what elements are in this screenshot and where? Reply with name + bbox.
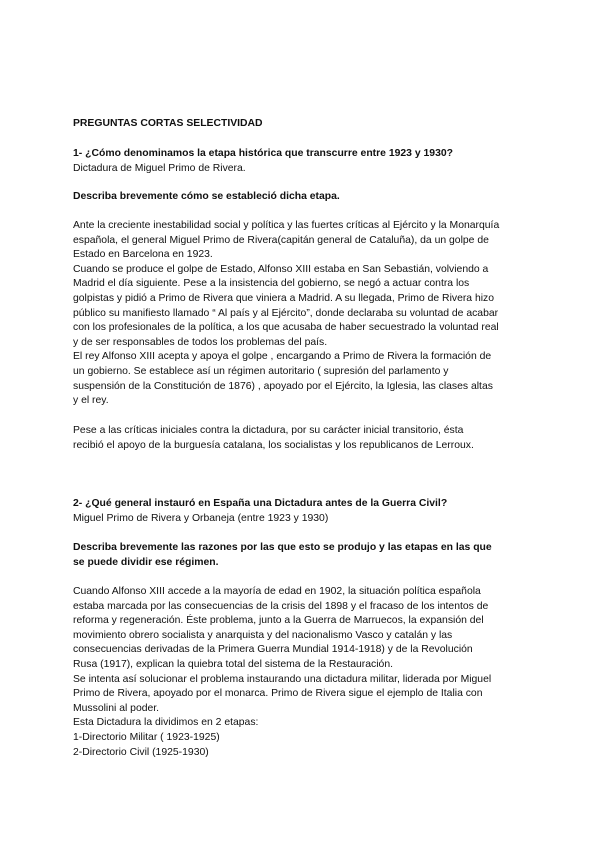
document-title: PREGUNTAS CORTAS SELECTIVIDAD xyxy=(73,118,263,129)
question-2: 2- ¿Qué general instauró en España una Dictadura antes de la Guerra Civil? xyxy=(73,498,448,509)
answer-2: Miguel Primo de Rivera y Orbaneja (entre 1923 y 1930) xyxy=(73,513,329,524)
answer-2-paragraph-1: Cuando Alfonso XIII accede a la mayoría de edad en 1902, la situación política española estaba marcada por las consecuencias de la crisis del 1898 y el fracaso de los intentos de reforma y regeneración. Éste problema, junto a la Guerra de Marruecos, la expansión del movimiento obrero socialista y anarquista y del nacionalismo Vasco y catalán y las consecuencias derivadas de la Primera Guerra Mundial 1914-1918) y de la Revolución Rusa (1917), explican la quiebra total del sistema de la Restauración. Se intenta así solucionar el problema instaurando una dictadura militar, liderada por Miguel Primo de Rivera, apoyado por el monarca. Primo de Rivera sigue el ejemplo de Italia con Mussolini al poder. Esta Dictadura la dividimos en 2 etapas: 1-Directorio Militar ( 1923-1925) 2-Directorio Civil (1925-1930) xyxy=(73,586,492,758)
subquestion-1: Describa brevemente cómo se estableció dicha etapa. xyxy=(73,191,340,202)
question-1: 1- ¿Cómo denominamos la etapa histórica que transcurre entre 1923 y 1930? xyxy=(73,148,453,159)
subquestion-2: Describa brevemente las razones por las que esto se produjo y las etapas en las que se puede dividir ese régimen. xyxy=(73,542,492,568)
answer-1-paragraph-1: Ante la creciente inestabilidad social y política y las fuertes críticas al Ejército y la Monarquía española, el general Miguel Primo de Rivera(capitán general de Cataluña), da un golpe de Estado en Barcelona en 1923. Cuando se produce el golpe de Estado, Alfonso XIII estaba en San Sebastián, volviendo a Madrid el día siguiente. Pese a la insistencia del gobierno, se negó a actuar contra los golpistas y pidió a Primo de Rivera que viniera a Madrid. A su llegada, Primo de Rivera hizo público su manifiesto llamado “ Al país y al Ejército”, donde declaraba su voluntad de acabar con los profesionales de la política, a los que acusaba de haber secuestrado la voluntad real y de ser responsables de todos los problemas del país. El rey Alfonso XIII acepta y apoya el golpe , encargando a Primo de Rivera la formación de un gobierno. Se establece así un régimen autoritario ( supresión del parlamento y suspensión de la Constitución de 1876) , apoyado por el Ejército, la Iglesia, las clases altas y el rey. xyxy=(73,220,500,407)
answer-1: Dictadura de Miguel Primo de Rivera. xyxy=(73,163,246,174)
answer-1-paragraph-2: Pese a las críticas iniciales contra la dictadura, por su carácter inicial transitorio, ésta recibió el apoyo de la burguesía catalana, los socialistas y los republicanos de Lerroux. xyxy=(73,425,474,451)
